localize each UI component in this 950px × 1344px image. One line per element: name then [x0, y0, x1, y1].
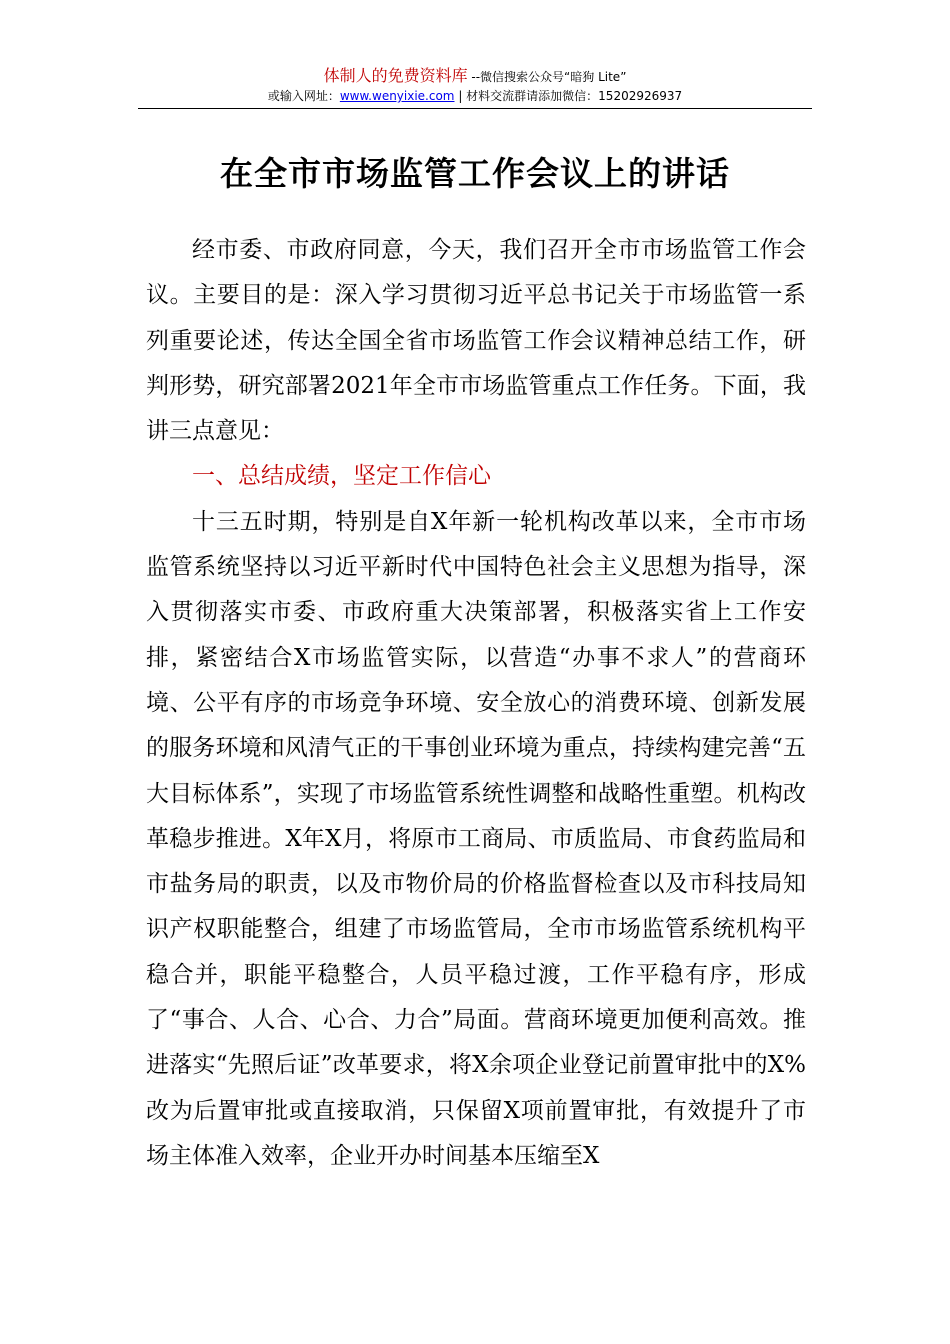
- header-contact-suffix: | 材料交流群请添加微信：15202926937: [454, 89, 683, 103]
- section-1-paragraph: 十三五时期，特别是自X年新一轮机构改革以来，全市市场监管系统坚持以习近平新时代中国特色社会主义思想为指导，深入贯彻落实市委、市政府重大决策部署，积极落实省上工作安排，紧密结合X市场监管实际，以营造“办事不求人”的营商环境、公平有序的市场竞争环境、安全放心的消费环境、创新发展的服务环境和风清气正的干事创业环境为重点，持续构建完善“五大目标体系”，实现了市场监管系统性调整和战略性重塑。机构改革稳步推进。X年X月，将原市工商局、市质监局、市食药监局和市盐务局的职责，以及市物价局的价格监督检查以及市科技局知识产权职能整合，组建了市场监管局，全市市场监管系统机构平稳合并，职能平稳整合，人员平稳过渡，工作平稳有序，形成了“事合、人合、心合、力合”局面。营商环境更加便利高效。推进落实“先照后证”改革要求，将X余项企业登记前置审批中的X%改为后置审批或直接取消，只保留X项前置审批，有效提升了市场主体准入效率，企业开办时间基本压缩至X: [146, 508, 806, 1169]
- header-brand: 体制人的免费资料库: [323, 66, 468, 85]
- header-url-link[interactable]: www.wenyixie.com: [339, 89, 455, 103]
- section-heading-1: 一、总结成绩，坚定工作信心: [192, 463, 491, 490]
- document-title: 在全市市场监管工作会议上的讲话: [220, 154, 730, 193]
- header-banner-line: [138, 66, 812, 87]
- header-contact-line: [138, 87, 812, 105]
- header-divider: [138, 108, 812, 109]
- header-slogan: --微信搜索公众号“暗狗 Lite”: [467, 70, 627, 84]
- page-header: [138, 66, 812, 105]
- intro-paragraph: 经市委、市政府同意，今天，我们召开全市市场监管工作会议。主要目的是：深入学习贯彻习近平总书记关于市场监管一系列重要论述，传达全国全省市场监管工作会议精神总结工作，研判形势，研究部署2021年全市市场监管重点工作任务。下面，我讲三点意见：: [146, 237, 806, 445]
- document-body: [146, 228, 806, 1179]
- header-url-prefix: 或输入网址：: [267, 89, 340, 103]
